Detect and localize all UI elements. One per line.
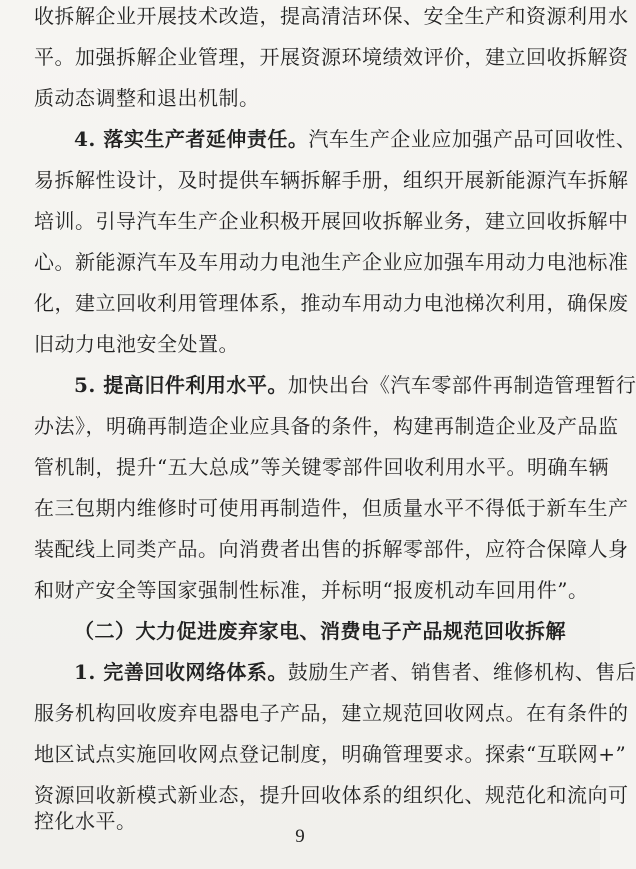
text-line-20: 资源回收新模式新业态，提升回收体系的组织化、规范化和流向可 (34, 783, 629, 807)
text-line-9: 旧动力电池安全处置。 (34, 332, 239, 356)
section-1-heading-line (74, 659, 636, 685)
text-line-7: 心。新能源汽车及车用动力电池生产企业应加强车用动力电池标准 (34, 250, 629, 274)
subsection-heading: （二）大力促进废弃家电、消费电子产品规范回收拆解 (74, 619, 566, 643)
section-1-title: 1. 完善回收网络体系。 (74, 660, 288, 684)
section-4-text: 汽车生产企业应加强产品可回收性、 (308, 127, 636, 151)
text-line-14: 装配线上同类产品。向消费者出售的拆解零部件，应符合保障人身 (34, 537, 629, 561)
text-line-5: 易拆解性设计，及时提供车辆拆解手册，组织开展新能源汽车拆解 (34, 168, 629, 192)
text-line-6: 培训。引导汽车生产企业积极开展回收拆解业务，建立回收拆解中 (34, 209, 629, 233)
section-5-text: 加快出台《汽车零部件再制造管理暂行 (287, 373, 636, 397)
text-line-19: 地区试点实施回收网点登记制度，明确管理要求。探索“互联网+” (34, 742, 627, 766)
section-4-heading-line (74, 126, 636, 152)
section-5-title: 5. 提高旧件利用水平。 (74, 373, 288, 397)
section-5-heading-line (74, 372, 636, 398)
section-1-text: 鼓励生产者、销售者、维修机构、售后 (287, 660, 636, 684)
text-line-8: 化，建立回收利用管理体系，推动车用动力电池梯次利用，确保废 (34, 291, 629, 315)
text-line-1: 收拆解企业开展技术改造，提高清洁环保、安全生产和资源利用水 (34, 4, 629, 28)
text-line-18: 服务机构回收废弃电器电子产品，建立规范回收网点。在有条件的 (34, 701, 629, 725)
text-line-11: 办法》，明确再制造企业应具备的条件，构建再制造企业及产品监 (34, 414, 619, 438)
text-line-21: 控化水平。 (34, 809, 137, 833)
text-line-2: 平。加强拆解企业管理，开展资源环境绩效评价，建立回收拆解资 (34, 45, 629, 69)
page-number: 9 (295, 826, 305, 847)
section-4-title: 4. 落实生产者延伸责任。 (74, 127, 309, 151)
text-line-15: 和财产安全等国家强制性标准，并标明“报废机动车回用件”。 (34, 578, 589, 602)
text-line-3: 质动态调整和退出机制。 (34, 86, 260, 110)
text-line-13: 在三包期内维修时可使用再制造件，但质量水平不得低于新车生产 (34, 496, 629, 520)
text-line-12: 管机制，提升“五大总成”等关键零部件回收利用水平。明确车辆 (34, 455, 609, 479)
